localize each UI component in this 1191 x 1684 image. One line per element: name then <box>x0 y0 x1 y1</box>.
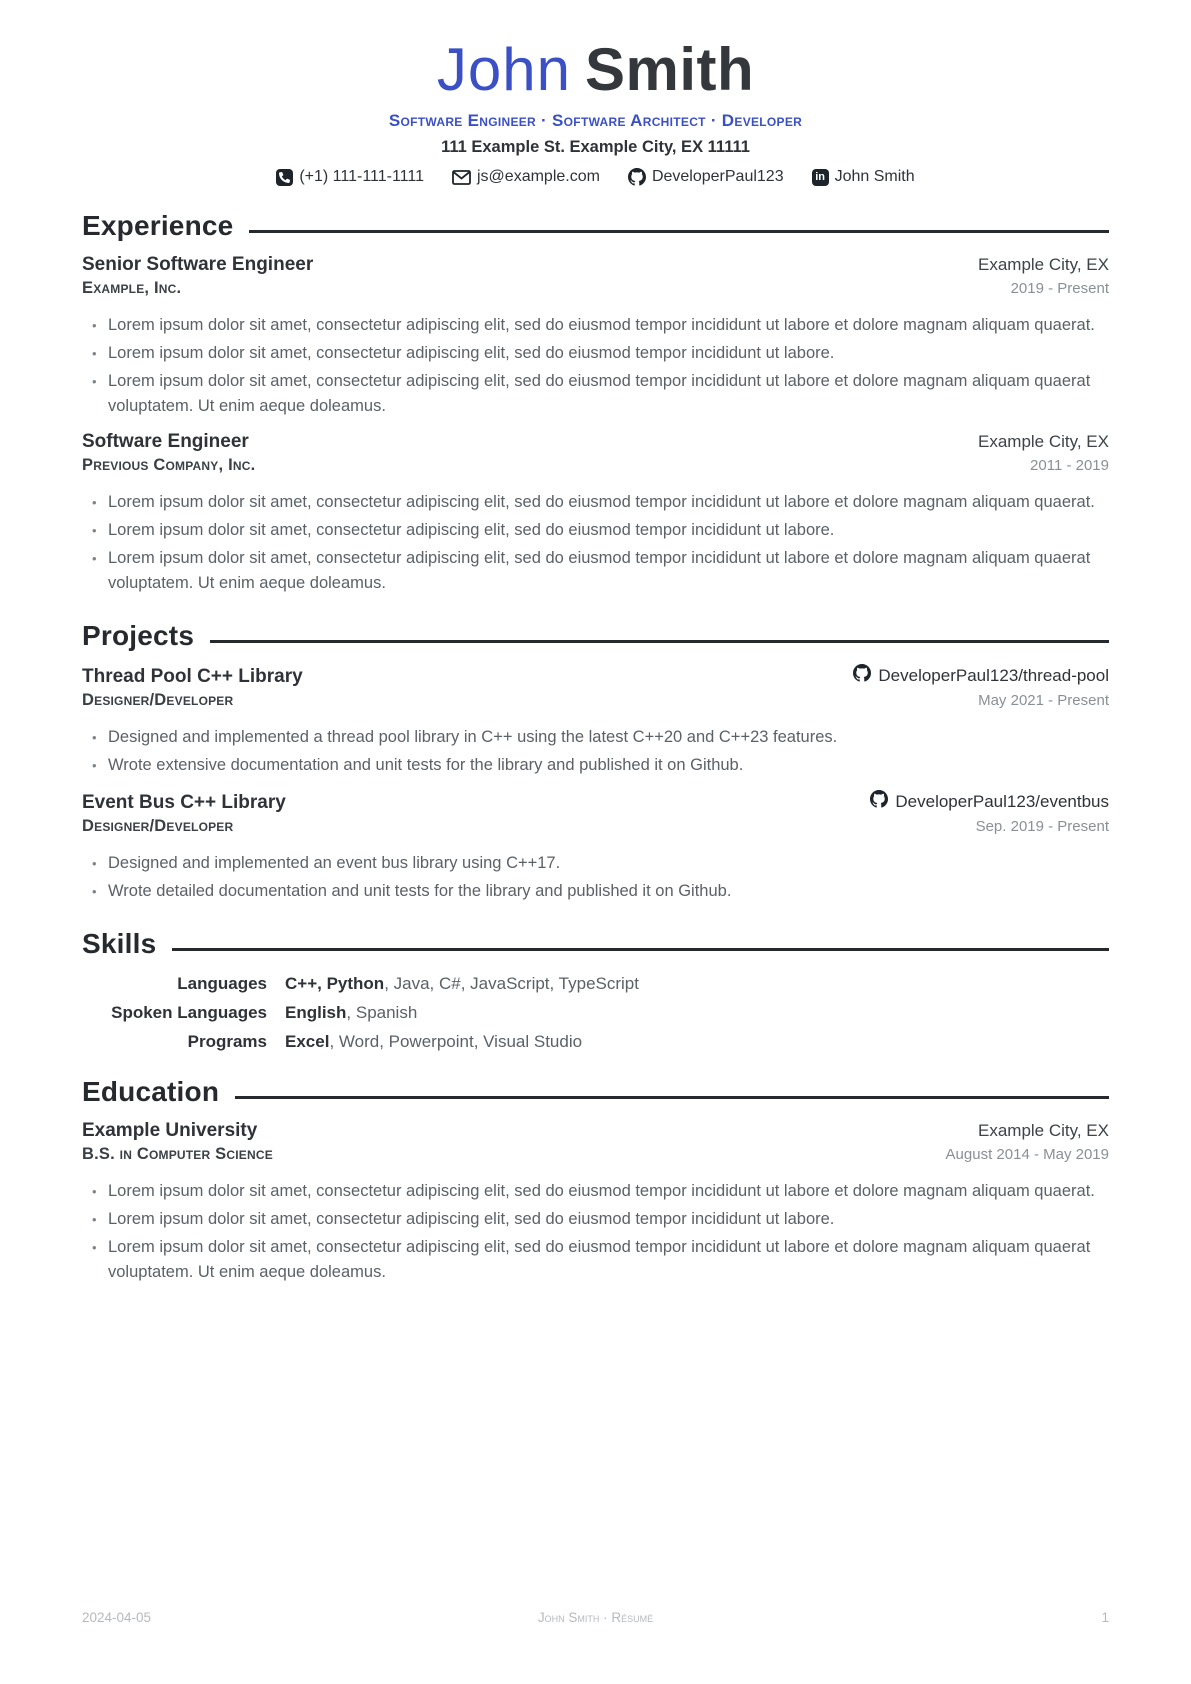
education-dates: August 2014 - May 2019 <box>945 1146 1109 1163</box>
job-company: Example, Inc. <box>82 279 182 297</box>
skill-value <box>285 1003 1109 1023</box>
skill-rest: , Java, C#, JavaScript, TypeScript <box>384 974 639 993</box>
bullet-item: • Lorem ipsum dolor sit amet, consectetur adipiscing elit, sed do eiusmod tempor incididunt ut labore. <box>108 1207 1109 1232</box>
experience-title: Experience <box>82 210 234 241</box>
job-location: Example City, EX <box>977 255 1109 274</box>
degree: B.S. in Computer Science <box>82 1145 273 1163</box>
skills-title: Skills <box>82 928 157 959</box>
job-entry <box>82 254 1109 419</box>
bullet-item: • Wrote extensive documentation and unit tests for the library and published it on Github. <box>108 753 1109 778</box>
job-company: Previous Company, Inc. <box>82 456 256 474</box>
section-experience <box>82 210 1109 596</box>
section-rule <box>235 1096 1109 1099</box>
bullet-item: • Lorem ipsum dolor sit amet, consectetur adipiscing elit, sed do eiusmod tempor incididunt ut labore et dolore magnam aliquam quaerat voluptatem. Ut enim aeque doleamus. <box>108 1235 1109 1285</box>
job-dates: 2019 - Present <box>1010 280 1109 297</box>
bullet-item: • Lorem ipsum dolor sit amet, consectetur adipiscing elit, sed do eiusmod tempor incididunt ut labore et dolore magnam aliquam quaerat voluptatem. Ut enim aeque doleamus. <box>108 546 1109 596</box>
skill-rest: , Word, Powerpoint, Visual Studio <box>329 1032 583 1051</box>
projects-heading <box>82 620 1109 652</box>
address: 111 Example St. Example City, EX 11111 <box>441 138 750 156</box>
project-entry <box>82 790 1109 904</box>
linkedin-link[interactable] <box>812 168 915 186</box>
section-rule <box>172 948 1109 951</box>
github-icon <box>870 790 888 813</box>
experience-heading <box>82 210 1109 242</box>
projects-title: Projects <box>82 620 195 651</box>
project-repo-link[interactable] <box>853 664 1109 687</box>
skill-strong: Excel <box>285 1032 330 1051</box>
section-education <box>82 1076 1109 1285</box>
skill-value <box>285 974 1109 994</box>
bullet-item: • Lorem ipsum dolor sit amet, consectetur adipiscing elit, sed do eiusmod tempor incididunt ut labore et dolore magnam aliquam quaerat. <box>108 313 1109 338</box>
footer-date: 2024-04-05 <box>82 1610 152 1625</box>
linkedin-name: John Smith <box>834 168 915 185</box>
job-bullet-list <box>82 490 1109 596</box>
skill-strong: English <box>285 1003 347 1022</box>
bullet-item: • Lorem ipsum dolor sit amet, consectetur adipiscing elit, sed do eiusmod tempor incididunt ut labore. <box>108 518 1109 543</box>
section-projects <box>82 620 1109 904</box>
skill-label: Programs <box>187 1032 267 1051</box>
project-role: Designer/Developer <box>82 817 234 835</box>
job-title: Senior Software Engineer <box>82 254 314 275</box>
school-name: Example University <box>82 1120 258 1141</box>
section-skills <box>82 928 1109 1052</box>
skill-label: Spoken Languages <box>111 1003 267 1022</box>
skill-label: Languages <box>177 974 267 993</box>
skill-strong: C++, Python <box>285 974 385 993</box>
section-rule <box>210 640 1109 643</box>
job-location: Example City, EX <box>977 432 1109 451</box>
project-bullet-list <box>82 851 1109 904</box>
skill-value <box>285 1032 1109 1052</box>
github-profile-link[interactable] <box>628 168 784 186</box>
page-footer <box>0 1610 1191 1628</box>
github-icon <box>628 168 646 186</box>
job-dates: 2011 - 2019 <box>1030 457 1109 474</box>
project-title: Event Bus C++ Library <box>82 792 286 813</box>
phone-icon <box>276 169 293 186</box>
bullet-item: • Lorem ipsum dolor sit amet, consectetur adipiscing elit, sed do eiusmod tempor incididunt ut labore et dolore magnam aliquam quaerat. <box>108 490 1109 515</box>
project-repo-link[interactable] <box>870 790 1109 813</box>
education-bullet-list <box>82 1179 1109 1285</box>
bullet-item: • Lorem ipsum dolor sit amet, consectetur adipiscing elit, sed do eiusmod tempor incididunt ut labore et dolore magnam aliquam quaerat voluptatem. Ut enim aeque doleamus. <box>108 369 1109 419</box>
github-username: DeveloperPaul123 <box>651 168 784 185</box>
project-title: Thread Pool C++ Library <box>82 666 303 687</box>
job-bullet-list <box>82 313 1109 419</box>
bullet-item: • Designed and implemented a thread pool library in C++ using the latest C++20 and C++23 features. <box>108 725 1109 750</box>
footer-title: John Smith · Résumé <box>537 1610 654 1625</box>
project-repo-text: DeveloperPaul123/thread-pool <box>878 665 1109 685</box>
section-rule <box>249 230 1109 233</box>
linkedin-icon: in <box>812 169 829 186</box>
tagline: Software Engineer · Software Architect · Developer <box>388 111 803 130</box>
footer-page-number: 1 <box>1101 1610 1109 1625</box>
skills-table <box>82 974 1109 1052</box>
project-dates: May 2021 - Present <box>978 692 1109 709</box>
github-icon <box>853 664 871 687</box>
resume-header <box>82 38 1109 186</box>
phone-number: (+1) 111-111-1111 <box>299 168 424 185</box>
project-bullet-list <box>82 725 1109 778</box>
project-role: Designer/Developer <box>82 691 234 709</box>
envelope-icon <box>452 170 471 185</box>
bullet-item: • Lorem ipsum dolor sit amet, consectetur adipiscing elit, sed do eiusmod tempor incididunt ut labore. <box>108 341 1109 366</box>
last-name: Smith <box>584 36 755 103</box>
bullet-item: • Wrote detailed documentation and unit tests for the library and published it on Github. <box>108 879 1109 904</box>
school-location: Example City, EX <box>977 1121 1109 1140</box>
project-repo-text: DeveloperPaul123/eventbus <box>895 791 1109 811</box>
first-name: John <box>436 36 571 103</box>
full-name <box>82 38 1109 101</box>
job-title: Software Engineer <box>82 431 249 452</box>
project-entry <box>82 664 1109 778</box>
job-entry <box>82 431 1109 596</box>
education-heading <box>82 1076 1109 1108</box>
education-entry <box>82 1120 1109 1285</box>
bullet-item: • Lorem ipsum dolor sit amet, consectetur adipiscing elit, sed do eiusmod tempor incididunt ut labore et dolore magnam aliquam quaerat. <box>108 1179 1109 1204</box>
education-title: Education <box>82 1076 220 1107</box>
skills-heading <box>82 928 1109 960</box>
phone-contact <box>276 168 424 186</box>
skill-rest: , Spanish <box>346 1003 418 1022</box>
project-dates: Sep. 2019 - Present <box>975 818 1109 835</box>
contact-row <box>82 168 1109 186</box>
email-link[interactable] <box>452 168 600 186</box>
email-text: js@example.com <box>477 168 600 185</box>
bullet-item: • Designed and implemented an event bus library using C++17. <box>108 851 1109 876</box>
